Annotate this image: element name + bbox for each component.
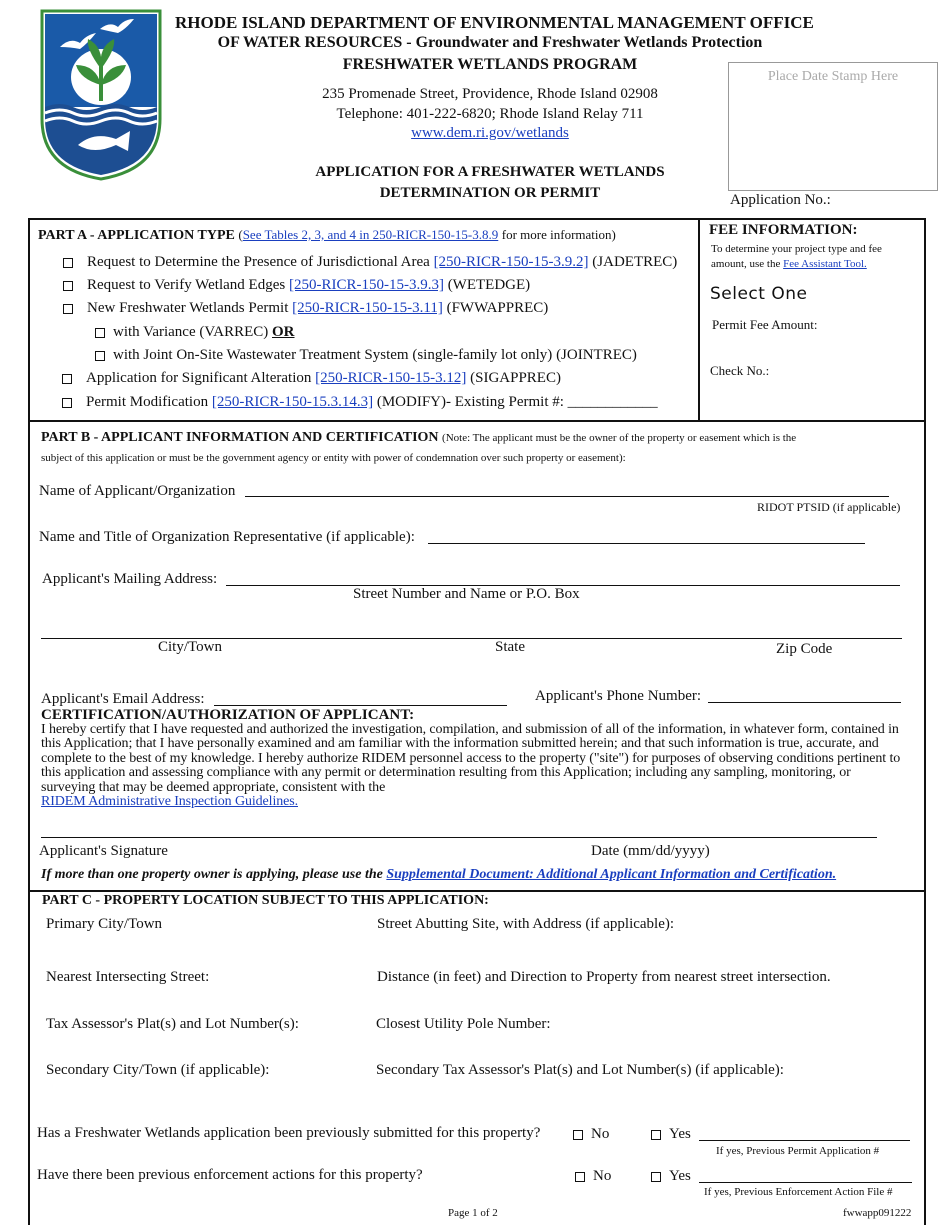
checkbox[interactable] bbox=[62, 374, 72, 384]
item-code: (WETEDGE) bbox=[447, 277, 531, 293]
enforcement-file-field[interactable] bbox=[699, 1182, 912, 1183]
no-label: No bbox=[593, 1168, 612, 1184]
checkbox[interactable] bbox=[651, 1172, 661, 1182]
form-title2: DETERMINATION OR PERMIT bbox=[379, 185, 601, 201]
distance-label: Distance (in feet) and Direction to Property from nearest street intersection. bbox=[377, 969, 831, 985]
item-label: Application for Significant Alteration bbox=[86, 370, 312, 386]
app-type-item-6[interactable] bbox=[62, 370, 561, 387]
website-link[interactable]: www.dem.ri.gov/wetlands bbox=[411, 125, 569, 141]
fee-heading: FEE INFORMATION: bbox=[709, 222, 858, 238]
representative-field[interactable] bbox=[428, 543, 865, 544]
part-a-heading-row bbox=[38, 227, 616, 244]
item-code: (FWWAPPREC) bbox=[446, 300, 549, 316]
part-a-ref-suffix: for more information) bbox=[501, 227, 616, 242]
checkbox[interactable] bbox=[63, 258, 73, 268]
secondary-city-label: Secondary City/Town (if applicable): bbox=[46, 1062, 270, 1078]
checkbox[interactable] bbox=[95, 351, 105, 361]
primary-city-label: Primary City/Town bbox=[46, 916, 163, 932]
inspection-guidelines-link[interactable]: RIDEM Administrative Inspection Guidelines. bbox=[41, 794, 298, 810]
header-line2: OF WATER RESOURCES - Groundwater and Freshwater Wetlands Protection bbox=[217, 34, 763, 51]
item-rule-link[interactable]: [250-RICR-150-15-3.9.3] bbox=[288, 277, 444, 293]
item-label: with Variance (VARREC) bbox=[113, 324, 269, 340]
city-caption: City/Town bbox=[158, 639, 222, 655]
fee-select[interactable]: Select One bbox=[710, 284, 808, 304]
item-code: (JADETREC) bbox=[592, 254, 678, 270]
item-rule-link[interactable]: [250-RICR-150-15-3.12] bbox=[315, 370, 467, 386]
part-a-ref-link[interactable]: See Tables 2, 3, and 4 in 250-RICR-150-15-3.8.9 bbox=[242, 227, 499, 242]
representative-label: Name and Title of Organization Representative (if applicable): bbox=[39, 529, 415, 545]
app-type-item-3[interactable] bbox=[63, 300, 548, 317]
state-caption: State bbox=[495, 639, 525, 655]
part-b-heading-row bbox=[41, 430, 796, 446]
email-field[interactable] bbox=[214, 705, 507, 706]
enforcement-question: Have there been previous enforcement actions for this property? bbox=[37, 1167, 423, 1183]
phone-field[interactable] bbox=[708, 702, 901, 703]
multi-owner-text: If more than one property owner is applying, please use the bbox=[41, 867, 383, 882]
enforcement-no[interactable] bbox=[575, 1168, 611, 1185]
previous-application-yes[interactable] bbox=[651, 1126, 691, 1143]
app-type-item-joint[interactable] bbox=[95, 347, 637, 364]
part-a-heading: PART A - APPLICATION TYPE bbox=[38, 228, 235, 243]
utility-pole-label: Closest Utility Pole Number: bbox=[376, 1016, 551, 1032]
checkbox[interactable] bbox=[62, 398, 72, 408]
signature-caption: Applicant's Signature bbox=[39, 843, 168, 859]
date-stamp-label: Place Date Stamp Here bbox=[767, 69, 899, 84]
page-number: Page 1 of 2 bbox=[448, 1207, 498, 1219]
item-rule-link[interactable]: [250-RICR-150-15-3.11] bbox=[292, 300, 443, 316]
item-rule-link[interactable]: [250-RICR-150-15-3.9.2] bbox=[433, 254, 589, 270]
checkbox[interactable] bbox=[63, 304, 73, 314]
nearest-street-label: Nearest Intersecting Street: bbox=[46, 969, 210, 985]
checkbox[interactable] bbox=[651, 1130, 661, 1140]
app-type-item-1[interactable] bbox=[63, 254, 677, 271]
part-a-box bbox=[28, 218, 700, 422]
checkbox[interactable] bbox=[573, 1130, 583, 1140]
item-code: (MODIFY)- Existing Permit #: ____________ bbox=[376, 394, 658, 410]
phone-label: Applicant's Phone Number: bbox=[535, 688, 702, 704]
item-code: (SIGAPPREC) bbox=[470, 370, 561, 386]
part-c-heading: PART C - PROPERTY LOCATION SUBJECT TO THIS APPLICATION: bbox=[42, 893, 489, 908]
secondary-plat-label: Secondary Tax Assessor's Plat(s) and Lot Number(s) (if applicable): bbox=[376, 1062, 784, 1078]
enforcement-yes[interactable] bbox=[651, 1168, 691, 1185]
application-no-label: Application No.: bbox=[730, 192, 831, 208]
date-caption: Date (mm/dd/yyyy) bbox=[591, 843, 710, 859]
checkbox[interactable] bbox=[95, 328, 105, 338]
ridem-logo bbox=[40, 9, 162, 181]
previous-application-no[interactable] bbox=[573, 1126, 609, 1143]
ridot-label: RIDOT PTSID (if applicable) bbox=[757, 500, 901, 514]
yes-label: Yes bbox=[669, 1168, 691, 1184]
item-code: OR bbox=[272, 324, 295, 340]
previous-application-caption: If yes, Previous Permit Application # bbox=[716, 1145, 880, 1157]
header-website-wrap bbox=[290, 125, 690, 142]
app-type-item-2[interactable] bbox=[63, 277, 530, 294]
tax-plat-label: Tax Assessor's Plat(s) and Lot Number(s): bbox=[46, 1016, 299, 1032]
enforcement-caption: If yes, Previous Enforcement Action File # bbox=[704, 1186, 893, 1198]
applicant-name-field[interactable] bbox=[245, 496, 889, 497]
part-b-note1: (Note: The applicant must be the owner of the property or easement which is the bbox=[442, 432, 797, 444]
item-code: (JOINTREC) bbox=[556, 347, 637, 363]
header-phone: Telephone: 401-222-6820; Rhode Island Relay 711 bbox=[336, 106, 644, 122]
checkbox[interactable] bbox=[63, 281, 73, 291]
checkbox[interactable] bbox=[575, 1172, 585, 1182]
fee-assistant-link[interactable]: Fee Assistant Tool. bbox=[783, 258, 867, 270]
header-line3: FRESHWATER WETLANDS PROGRAM bbox=[342, 56, 638, 73]
zip-caption: Zip Code bbox=[776, 641, 833, 657]
applicant-name-label: Name of Applicant/Organization bbox=[39, 483, 236, 499]
item-label: with Joint On-Site Wastewater Treatment System (single-family lot only) bbox=[113, 347, 553, 363]
yes-label: Yes bbox=[669, 1126, 691, 1142]
app-type-item-7[interactable] bbox=[62, 394, 658, 411]
multi-owner-row bbox=[41, 867, 836, 883]
permit-fee-label: Permit Fee Amount: bbox=[712, 317, 818, 332]
signature-field[interactable] bbox=[41, 837, 877, 838]
part-a-ref-prefix: ( bbox=[238, 227, 243, 242]
item-label: Request to Verify Wetland Edges bbox=[87, 277, 286, 293]
mailing-address-label: Applicant's Mailing Address: bbox=[42, 571, 218, 587]
part-b-note2: subject of this application or must be the government agency or entity with power of condemnation over such property or easement): bbox=[41, 452, 626, 464]
previous-application-question: Has a Freshwater Wetlands application been previously submitted for this property? bbox=[37, 1125, 541, 1141]
fee-desc-line1: To determine your project type and fee bbox=[711, 243, 882, 255]
app-type-item-variance[interactable] bbox=[95, 324, 295, 341]
cert-text bbox=[41, 723, 907, 809]
header-address: 235 Promenade Street, Providence, Rhode Island 02908 bbox=[322, 86, 658, 102]
check-no-label: Check No.: bbox=[710, 363, 770, 378]
cert-heading: CERTIFICATION/AUTHORIZATION OF APPLICANT: bbox=[41, 707, 415, 723]
previous-application-number-field[interactable] bbox=[699, 1140, 910, 1141]
street-caption: Street Number and Name or P.O. Box bbox=[353, 586, 580, 602]
form-code: fwwapp091222 bbox=[843, 1207, 912, 1219]
form-title1: APPLICATION FOR A FRESHWATER WETLANDS bbox=[315, 164, 665, 180]
supplemental-document-link[interactable]: Supplemental Document: Additional Applicant Information and Certification. bbox=[386, 867, 837, 882]
no-label: No bbox=[591, 1126, 610, 1142]
item-label: Request to Determine the Presence of Jurisdictional Area bbox=[87, 254, 430, 270]
item-label: Permit Modification bbox=[86, 394, 209, 410]
email-label: Applicant's Email Address: bbox=[41, 691, 205, 707]
item-rule-link[interactable]: [250-RICR-150-15.3.14.3] bbox=[211, 394, 374, 410]
street-abutting-label: Street Abutting Site, with Address (if applicable): bbox=[377, 916, 675, 932]
header-line1: RHODE ISLAND DEPARTMENT OF ENVIRONMENTAL MANAGEMENT OFFICE bbox=[175, 13, 814, 32]
part-b-heading: PART B - APPLICANT INFORMATION AND CERTIFICATION bbox=[41, 430, 439, 445]
item-label: New Freshwater Wetlands Permit bbox=[87, 300, 289, 316]
cert-body: I hereby certify that I have requested and authorized the investigation, compilation, and submission of all of the information, in whatever form, contained in this Application; that I have personally examined and am familiar with the information submitted herein; and that such information is true, accurate, and complete to the best of my knowledge. I hereby authorize RIDEM personnel access to the property ("site") for purposes of observing conditions pertinent to this application and assessing compliance with any permit or determination resulting from this Application; including any sampling, monitoring, or surveying that may be deemed appropriate, consistent with the bbox=[41, 722, 901, 795]
fee-desc-line2 bbox=[711, 258, 867, 270]
fee-desc-text: amount, use the bbox=[711, 258, 781, 270]
